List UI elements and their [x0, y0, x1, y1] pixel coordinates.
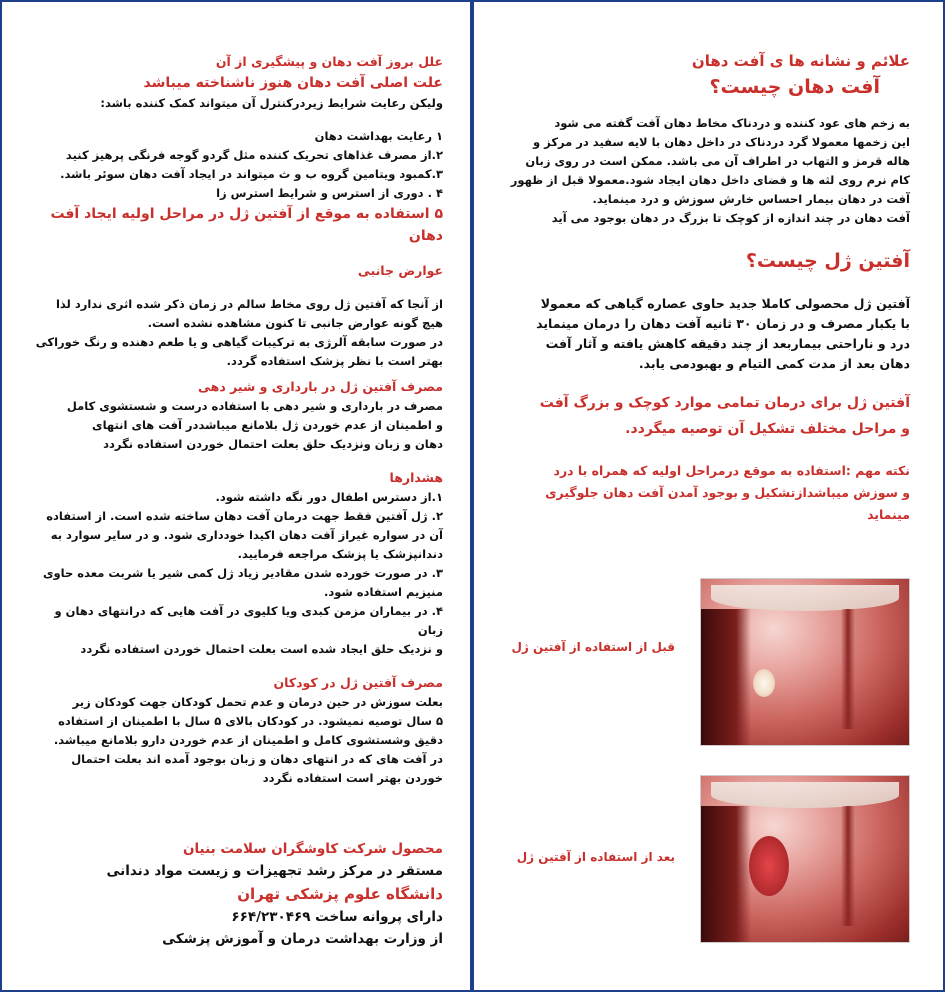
- side-effects-line: بهتر است با نظر پزشک استفاده گردد.: [226, 354, 443, 368]
- gel-line: درد و ناراحتی بیماربعد از چند دقیقه کاهش یافته و آثار آفت: [545, 336, 910, 351]
- warning-line: ۲. ژل آفتین فقط جهت درمان آفت دهان ساخته شده است. از استفاده: [46, 509, 443, 523]
- warnings-heading: هشدارها: [389, 470, 443, 485]
- pregnancy-heading: مصرف آفتین ژل در بارداری و شیر دهی: [198, 379, 443, 394]
- description-line: هاله قرمز و التهاب در اطراف آن می باشد. ممکن است در روی زبان: [525, 154, 910, 168]
- pregnancy-line: دهان و زبان ونزدیک حلق بعلت احتمال خوردن استفاده نگردد: [103, 437, 443, 451]
- children-line: خوردن بهتر است استفاده نگردد: [262, 771, 443, 785]
- recommendation-line: آفتین ژل برای درمان تمامی موارد کوچک و بزرگ آفت: [539, 395, 910, 411]
- fold-divider: [470, 0, 474, 992]
- gel-line: دهان بعد از مدت کمی التیام و بهبودمی یابد.: [638, 356, 910, 371]
- side-effects-heading: عوارض جانبی: [357, 263, 443, 278]
- after-treatment-photo: [700, 775, 910, 943]
- warning-line: ۱.از دسترس اطفال دور نگه داشته شود.: [215, 490, 443, 504]
- description-line: آفت دهان در چند اندازه از کوچک تا بزرگ در دهان بوجود می آید: [551, 211, 910, 225]
- children-line: در آفت های که در انتهای دهان و زبان بوجود آمده اند بعلت احتمال: [71, 752, 443, 766]
- pregnancy-line: مصرف در بارداری و شیر دهی با استفاده درست و شستشوی کامل: [66, 399, 443, 413]
- side-effects-line: هیچ گونه عوارض جانبی تا کنون مشاهده نشده است.: [147, 316, 443, 330]
- before-treatment-photo: [700, 578, 910, 746]
- important-note-line: مینماید: [867, 507, 910, 522]
- ministry-line: از وزارت بهداشت درمان و آموزش پزشکی: [162, 931, 443, 947]
- company-name: محصول شرکت کاوشگران سلامت بنیان: [182, 841, 443, 857]
- before-treatment-caption: قبل از استفاده از آفتین ژل: [511, 640, 675, 654]
- children-heading: مصرف آفتین ژل در کودکان: [273, 675, 443, 690]
- description-line: آفت در دهان بیمار احساس خارش سوزش و درد مینماید.: [592, 192, 910, 206]
- university-name: دانشگاه علوم پزشکی تهران: [237, 885, 443, 903]
- causes-intro: ولیکن رعایت شرایط زیردرکنترل آن میتواند کمک کننده باشد:: [100, 96, 443, 110]
- causes-heading: علل بروز آفت دهان و پیشگیری از آن: [215, 54, 443, 69]
- what-is-aphthous-title: آفت دهان چیست؟: [709, 76, 880, 98]
- side-effects-line: در صورت سابقه آلرژی به ترکیبات گیاهی و یا طعم دهنده و رنگ خوراکی: [35, 335, 443, 349]
- license-number: دارای پروانه ساخت ۶۶۴/۲۳۰۴۶۹: [231, 909, 443, 925]
- right-column: [500, 52, 910, 526]
- gel-line: آفتین ژل محصولی کاملا جدید حاوی عصاره گیاهی که معمولا: [540, 296, 910, 311]
- description-line: کام نرم روی لثه ها و فضای داخل دهان ایجاد شود.معمولا قبل از ظهور: [510, 173, 910, 187]
- recommendation-line: و مراحل مختلف تشکیل آن توصیه میگردد.: [625, 421, 910, 437]
- important-note-line: و سوزش میباشدازتشکیل و بوجود آمدن آفت دهان جلوگیری: [545, 485, 910, 500]
- pregnancy-line: و اطمینان از عدم خوردن ژل بلامانع میباشددر آفت های انتهای: [92, 418, 443, 432]
- warning-line: آن در سواره غیراز آفت دهان اکیدا خودداری شود. و در سایر سوارد به: [50, 528, 443, 542]
- warning-line: دندانپزشک یا پزشک مراجعه فرمایید.: [237, 547, 443, 561]
- side-effects-line: از آنجا که آفتین ژل روی مخاط سالم در زمان ذکر شده اثری ندارد لذا: [55, 297, 443, 311]
- children-line: دقیق وشستشوی کامل و اطمینان از عدم خوردن دارو بلامانع میباشد.: [53, 733, 443, 747]
- warning-line: ۴. در بیماران مزمن کبدی ویا کلیوی در آفت هایی که درانتهای دهان و زبان: [54, 604, 443, 637]
- important-note-line: نکته مهم :استفاده به موقع درمراحل اولیه که همراه با درد: [553, 463, 910, 478]
- symptoms-title: علائم و نشانه ها ی آفت دهان: [691, 52, 910, 70]
- what-is-gel-title: آفتین ژل چیست؟: [745, 250, 910, 272]
- children-line: بعلت سوزش در حین درمان و عدم تحمل کودکان جهت کودکان زیر: [72, 695, 443, 709]
- after-treatment-caption: بعد از استفاده از آفتین ژل: [516, 850, 675, 864]
- prevention-item: ۴ . دوری از استرس و شرایط استرس زا: [216, 186, 443, 200]
- company-location: مستقر در مرکز رشد تجهیزات و زیست مواد دندانی: [106, 863, 443, 879]
- prevention-item: ۳.کمبود ویتامین گروه ب و ث میتواند در ایجاد آفت دهان سوئر باشد.: [60, 167, 443, 181]
- children-line: ۵ سال توصیه نمیشود. در کودکان بالای ۵ سال با اطمینان از استفاده: [58, 714, 443, 728]
- main-cause-heading: علت اصلی آفت دهان هنوز ناشناخته میباشد: [143, 75, 443, 91]
- warning-line: ۳. در صورت خورده شدن مقادیر زیاد ژل کمی شیر یا شربت معده حاوی: [42, 566, 443, 580]
- description-line: این زخمها معمولا گرد دردناک در داخل دهان با لایه سفید در مرکز و: [533, 135, 910, 149]
- prevention-item: ۲.از مصرف غذاهای تحریک کننده مثل گردو گوجه فرنگی پرهیز کنید: [65, 148, 443, 162]
- description-line: به زخم های عود کننده و دردناک مخاط دهان آفت گفته می شود: [554, 116, 910, 130]
- left-column: [28, 52, 443, 950]
- prevention-item: ۱ رعایت بهداشت دهان: [314, 129, 443, 143]
- prevention-item-highlight: ۵ استفاده به موقع از آفتین ژل در مراحل اولیه ایجاد آفت دهان: [50, 206, 443, 244]
- warning-line: و نزدیک حلق ایجاد شده است بعلت احتمال خوردن استفاده نگردد: [80, 642, 443, 656]
- gel-line: با یکبار مصرف و در زمان ۳۰ ثانیه آفت دهان را درمان مینماید: [536, 316, 910, 331]
- warning-line: منیزیم استفاده شود.: [323, 585, 443, 599]
